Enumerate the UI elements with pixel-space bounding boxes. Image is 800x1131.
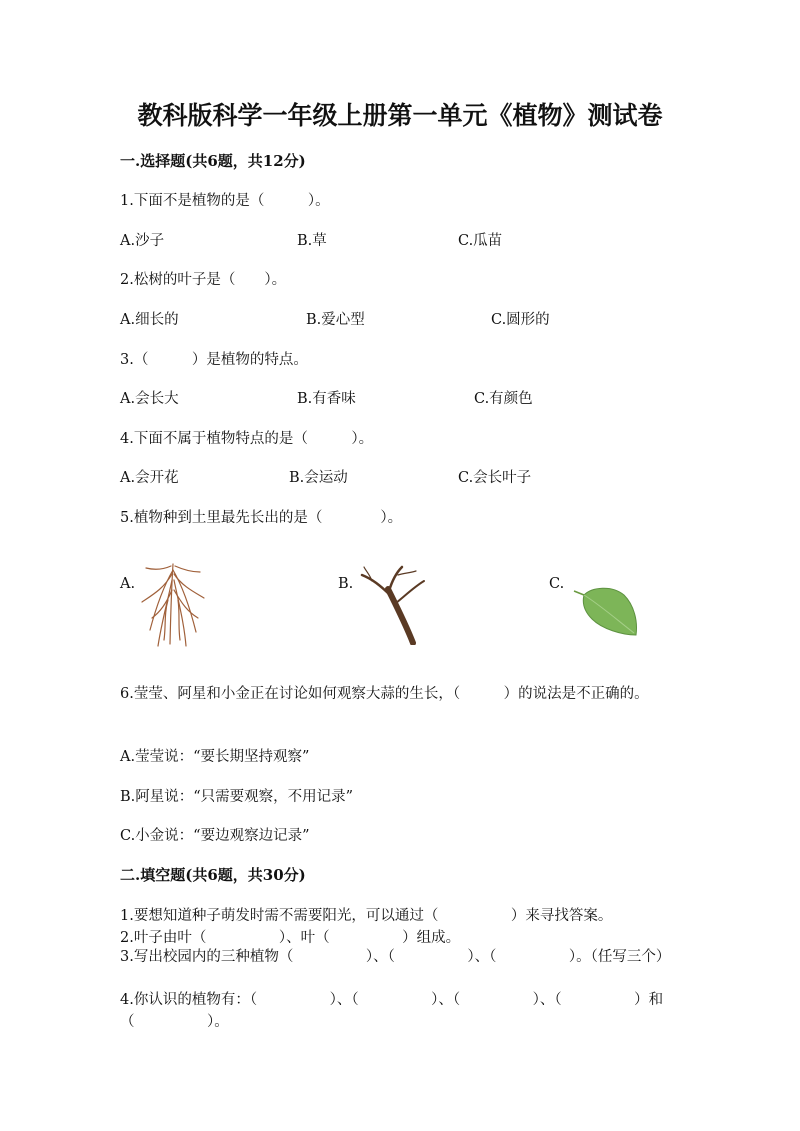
q4-option-b: B.会运动 — [289, 470, 348, 486]
q4-option-a: A.会开花 — [120, 470, 179, 486]
q6-option-a: A.莹莹说：“要长期坚持观察” — [120, 749, 310, 765]
q3-option-b: B.有香味 — [297, 391, 356, 407]
fill-item-4: 4.你认识的植物有：（ ）、（ ）、（ ）、（ ）和（ ）。 — [120, 992, 664, 1030]
question-5: 5.植物种到土里最先长出的是（ ）。 — [120, 510, 403, 526]
q1-option-c: C.瓜苗 — [458, 233, 503, 249]
question-3: 3.（ ）是植物的特点。 — [120, 352, 308, 368]
section-2-heading: 二.填空题(共6题，共30分) — [120, 866, 306, 884]
q5-option-c: C. — [549, 576, 565, 592]
section-1-heading: 一.选择题(共6题，共12分) — [120, 152, 306, 170]
q6-option-b: B.阿星说：“只需要观察，不用记录” — [120, 789, 354, 805]
fill-item-3: 3.写出校园内的三种植物（ ）、（ ）、（ ）。（任写三个） — [120, 949, 671, 965]
q5-option-b: B. — [338, 576, 354, 592]
question-1: 1.下面不是植物的是（ ）。 — [120, 193, 330, 209]
q3-option-a: A.会长大 — [120, 391, 179, 407]
branch-image — [358, 565, 430, 645]
leaf-image — [572, 583, 640, 639]
question-4: 4.下面不属于植物特点的是（ ）。 — [120, 431, 374, 447]
q5-option-a: A. — [120, 576, 136, 592]
q2-option-b: B.爱心型 — [306, 312, 365, 328]
q1-option-a: A.沙子 — [120, 233, 165, 249]
question-2: 2.松树的叶子是（ ）。 — [120, 272, 287, 288]
question-6: 6.莹莹、阿星和小金正在讨论如何观察大蒜的生长，（ ）的说法是不正确的。 — [120, 686, 649, 702]
q1-option-b: B.草 — [297, 233, 327, 249]
page-title: 教科版科学一年级上册第一单元《植物》测试卷 — [137, 101, 663, 130]
fill-item-2: 2.叶子由叶（ ）、叶（ ）组成。 — [120, 930, 461, 946]
fill-item-1: 1.要想知道种子萌发时需不需要阳光，可以通过（ ）来寻找答案。 — [120, 908, 613, 924]
roots-image — [138, 560, 208, 648]
q6-option-c: C.小金说：“要边观察边记录” — [120, 828, 310, 844]
q2-option-a: A.细长的 — [120, 312, 179, 328]
q4-option-c: C.会长叶子 — [458, 470, 532, 486]
q2-option-c: C.圆形的 — [491, 312, 550, 328]
q3-option-c: C.有颜色 — [474, 391, 533, 407]
